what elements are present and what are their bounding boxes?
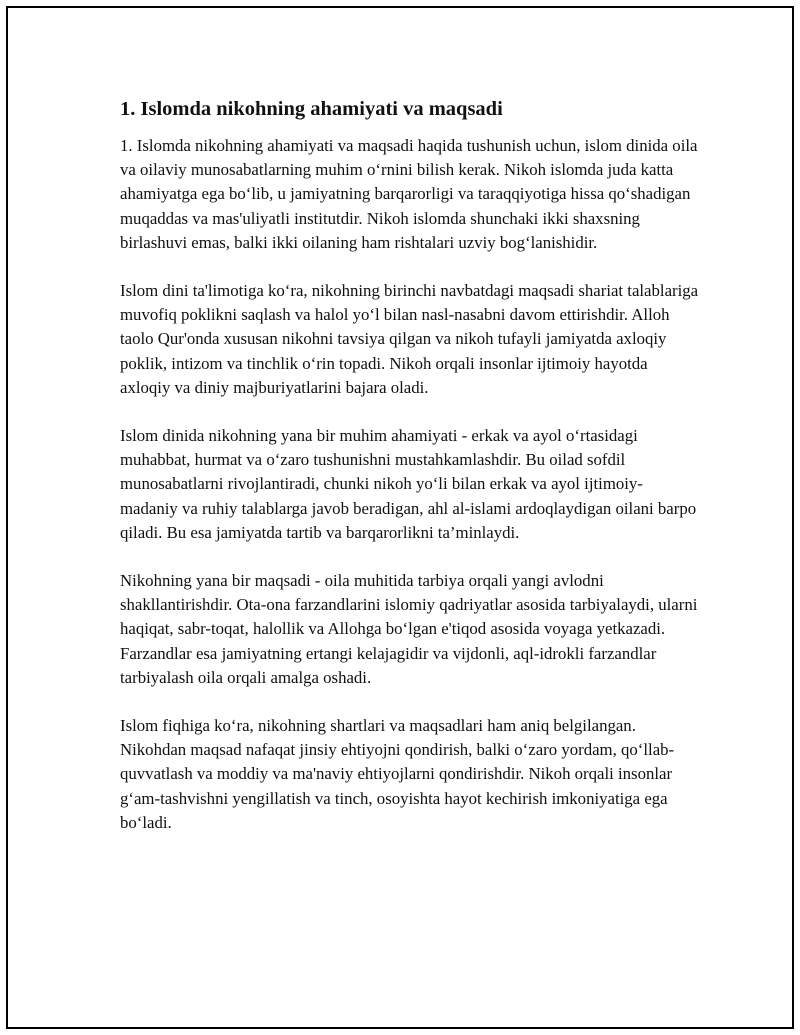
document-title: 1. Islomda nikohning ahamiyati va maqsadi bbox=[120, 98, 503, 120]
paragraph-5: Islom fiqhiga ko‘ra, nikohning shartlari va maqsadlari ham aniq belgilangan. Nikohdan maqsad nafaqat jinsiy ehtiyojni qondirish, balki o‘zaro yordam, qo‘llab-quvvatlash va moddiy va ma'naviy ehtiyojlarni qondirishdir. Nikoh orqali insonlar g‘am-tashvishni yengillatish va tinch, osoyishta hayot kechirish imkoniyatiga ega bo‘ladi. bbox=[120, 716, 675, 832]
paragraph-2: Islom dini ta'limotiga ko‘ra, nikohning birinchi navbatdagi maqsadi shariat talablariga muvofiq poklikni saqlash va halol yo‘l bilan nasl-nasabni davom ettirishdir. Alloh taolo Qur'onda xususan nikohni tavsiya qilgan va nikoh tufayli jamiyatda axloqiy poklik, intizom va tinchlik o‘rin topadi. Nikoh orqali insonlar ijtimoiy hayotda axloqiy va diniy majburiyatlarini bajara oladi. bbox=[120, 281, 699, 397]
page-border bbox=[6, 6, 794, 1029]
paragraph-4: Nikohning yana bir maqsadi - oila muhitida tarbiya orqali yangi avlodni shakllantirishdir. Ota-ona farzandlarini islomiy qadriyatlar asosida tarbiyalaydi, ularni haqiqat, sabr-toqat, halollik va Allohga bo‘lgan e'tiqod asosida voyaga yetkazadi. Farzandlar esa jamiyatning ertangi kelajagidir va vijdonli, aql-idrokli farzandlar tarbiyalash oila orqali amalga oshadi. bbox=[120, 571, 698, 687]
paragraph-1: 1. Islomda nikohning ahamiyati va maqsadi haqida tushunish uchun, islom dinida oila va oilaviy munosabatlarning muhim o‘rnini bilish kerak. Nikoh islomda juda katta ahamiyatga ega bo‘lib, u jamiyatning barqarorligi va taraqqiyotiga hissa qo‘shadigan muqaddas va mas'uliyatli institutdir. Nikoh islomda shunchaki ikki shaxsning birlashuvi emas, balki ikki oilaning ham rishtalari uzviy bog‘lanishidir. bbox=[120, 136, 698, 252]
paragraph-3: Islom dinida nikohning yana bir muhim ahamiyati - erkak va ayol o‘rtasidagi muhabbat, hurmat va o‘zaro tushunishni mustahkamlashdir. Bu oilad sofdil munosabatlarni rivojlantiradi, chunki nikoh yo‘li bilan erkak va ayol ijtimoiy-madaniy va ruhiy talablarga javob beradigan, ahl al-islami ardoqlaydigan oilani barpo qiladi. Bu esa jamiyatda tartib va barqarorlikni ta’minlaydi. bbox=[120, 426, 697, 542]
document-body bbox=[120, 96, 700, 859]
